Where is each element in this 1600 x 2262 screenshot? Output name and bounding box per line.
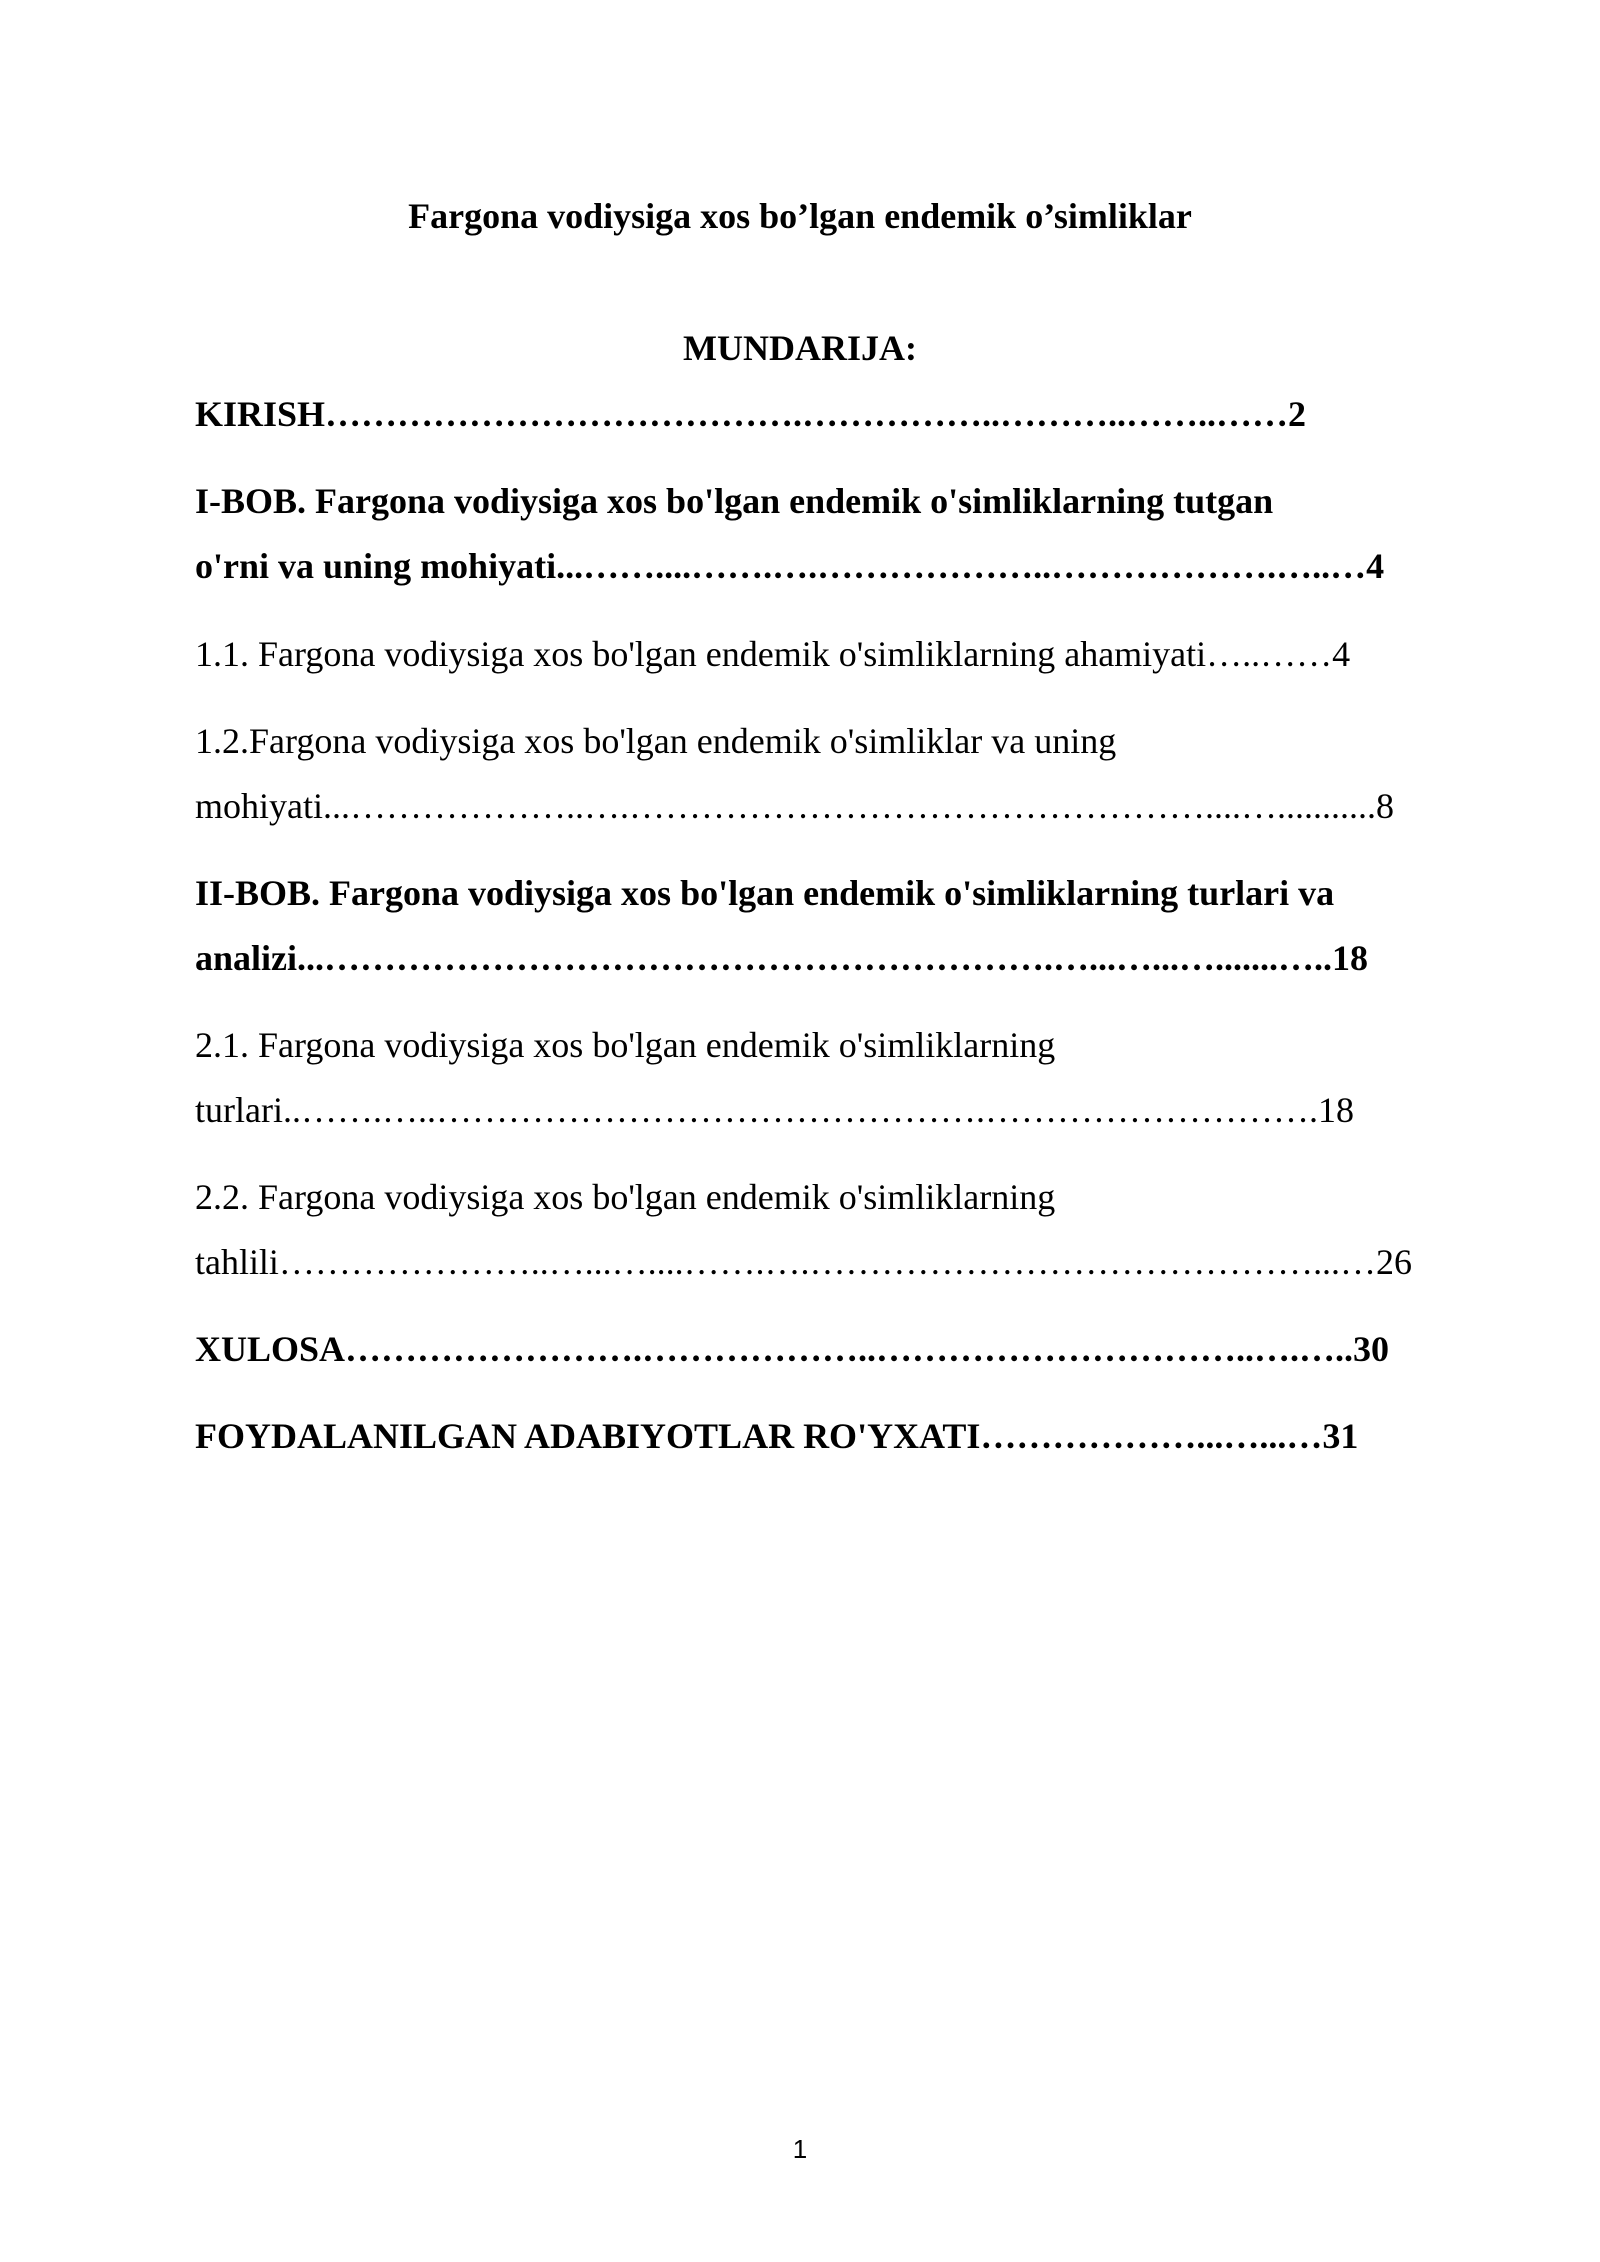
toc-entry-section-1-2-line-2: mohiyati...………………..….…………………………………………....…...........8 xyxy=(195,786,1394,826)
toc-entry-section-1-1: 1.1. Fargona vodiysiga xos bo'lgan endemik o'simliklarning ahamiyati…..……4 xyxy=(195,634,1351,674)
toc-entry-section-2-1-line-1: 2.1. Fargona vodiysiga xos bo'lgan endemik o'simliklarning xyxy=(195,1025,1056,1065)
toc-entry-section-2-2-line-1: 2.2. Fargona vodiysiga xos bo'lgan endemik o'simliklarning xyxy=(195,1177,1056,1217)
toc-entry-section-2-2-line-2: tahlili…………………..…...…....…….….……………………………………...…26 xyxy=(195,1242,1412,1282)
toc-heading: MUNDARIJA: xyxy=(683,328,917,368)
toc-entry-kirish: KIRISH………………………………….……………..………..……..……2 xyxy=(195,394,1307,434)
toc-entry-chapter-1-line-2: o'rni va uning mohiyati...……....…….….………………..……………….…..…4 xyxy=(195,546,1385,586)
toc-entry-references: FOYDALANILGAN ADABIYOTLAR RO'YXATI………………...…...…31 xyxy=(195,1416,1359,1456)
toc-entry-section-2-1-line-2: turlari..…….…..……………………………………….……………………….18 xyxy=(195,1090,1354,1130)
toc-entry-xulosa: XULOSA…………………….………………..…………………………..….…..30 xyxy=(195,1329,1390,1369)
toc-entry-section-1-2-line-1: 1.2.Fargona vodiysiga xos bo'lgan endemik o'simliklar va uning xyxy=(195,721,1117,761)
document-title: Fargona vodiysiga xos bo’lgan endemik o’simliklar xyxy=(408,196,1192,236)
toc-entry-chapter-2-line-1: II-BOB. Fargona vodiysiga xos bo'lgan endemik o'simliklarning turlari va xyxy=(195,873,1335,913)
page-number: 1 xyxy=(792,2134,808,2164)
toc-entry-chapter-2-line-2: analizi...…………………………………………………….…...…...….......…..18 xyxy=(195,938,1369,978)
toc-entry-chapter-1-line-1: I-BOB. Fargona vodiysiga xos bo'lgan endemik o'simliklarning tutgan xyxy=(195,481,1274,521)
